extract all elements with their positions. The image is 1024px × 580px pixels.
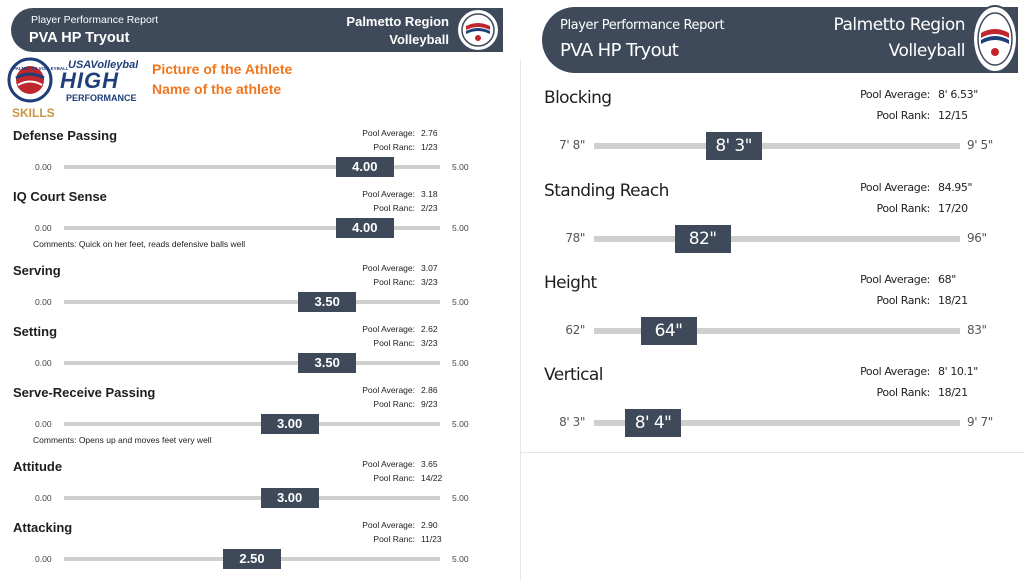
measurables-banner — [542, 7, 1018, 73]
pool-rank-value: 17/20 — [938, 202, 968, 215]
report-subtitle: Player Performance Report — [560, 18, 725, 33]
pool-rank-value: 12/15 — [938, 109, 968, 122]
pool-rank-label: Pool Ranc: — [373, 534, 415, 544]
scale-max: 9' 7" — [967, 415, 993, 429]
pool-rank-label: Pool Ranc: — [373, 203, 415, 213]
pool-average-label: Pool Average: — [860, 88, 930, 101]
scale-max: 5.00 — [452, 554, 469, 564]
svg-text:USAVolleyball: USAVolleyball — [68, 59, 138, 71]
page-divider — [520, 60, 521, 580]
skill-name: Serve-Receive Passing — [13, 385, 156, 400]
score-track — [64, 422, 440, 426]
pool-average-value: 3.65 — [421, 459, 438, 469]
scale-min: 0.00 — [35, 493, 52, 503]
score-marker: 82" — [675, 225, 731, 253]
pool-average-value: 8' 10.1" — [938, 365, 978, 378]
pool-rank-value: 3/23 — [421, 338, 438, 348]
pool-average-value: 3.07 — [421, 263, 438, 273]
sport-name: Volleyball — [389, 32, 449, 47]
scale-max: 5.00 — [452, 493, 469, 503]
skill-name: Serving — [13, 263, 61, 278]
measurable-name: Blocking — [544, 88, 612, 108]
report-title: PVA HP Tryout — [560, 40, 679, 61]
pool-rank-value: 2/23 — [421, 203, 438, 213]
scale-max: 5.00 — [452, 358, 469, 368]
pool-average-label: Pool Average: — [362, 459, 415, 469]
pool-average-value: 2.62 — [421, 324, 438, 334]
skill-comment: Comments: Opens up and moves feet very well — [33, 435, 212, 445]
pool-rank-value: 18/21 — [938, 294, 968, 307]
scale-max: 83" — [967, 323, 987, 337]
scale-min: 62" — [565, 323, 585, 337]
scale-min: 0.00 — [35, 223, 52, 233]
pool-average-value: 8' 6.53" — [938, 88, 978, 101]
pool-average-label: Pool Average: — [362, 385, 415, 395]
scale-min: 8' 3" — [559, 415, 585, 429]
pool-average-value: 2.90 — [421, 520, 438, 530]
pool-average-value: 84.95" — [938, 181, 973, 194]
skills-section-title: SKILLS — [12, 106, 55, 120]
score-marker: 4.00 — [336, 157, 394, 177]
scale-max: 5.00 — [452, 223, 469, 233]
athlete-name-placeholder: Name of the athlete — [152, 81, 282, 97]
scale-min: 0.00 — [35, 358, 52, 368]
skill-name: IQ Court Sense — [13, 189, 107, 204]
scale-max: 5.00 — [452, 297, 469, 307]
pool-average-label: Pool Average: — [362, 324, 415, 334]
pool-average-label: Pool Average: — [860, 365, 930, 378]
pool-average-value: 2.86 — [421, 385, 438, 395]
score-track — [64, 361, 440, 365]
score-marker: 8' 4" — [625, 409, 681, 437]
score-track — [64, 496, 440, 500]
sport-name: Volleyball — [888, 41, 965, 61]
report-banner — [11, 8, 503, 52]
athlete-picture-placeholder: Picture of the Athlete — [152, 61, 293, 77]
pool-average-value: 3.18 — [421, 189, 438, 199]
region-name: Palmetto Region — [346, 14, 449, 29]
scale-min: 78" — [565, 231, 585, 245]
scale-min: 0.00 — [35, 419, 52, 429]
scale-min: 0.00 — [35, 297, 52, 307]
pool-average-label: Pool Average: — [362, 520, 415, 530]
pool-rank-label: Pool Rank: — [876, 386, 930, 399]
region-seal-icon — [972, 5, 1018, 73]
region-name: Palmetto Region — [833, 15, 965, 35]
skill-name: Attitude — [13, 459, 63, 474]
pool-rank-label: Pool Ranc: — [373, 277, 415, 287]
skill-name: Setting — [13, 324, 58, 339]
pool-average-value: 2.76 — [421, 128, 438, 138]
score-track — [594, 236, 960, 242]
score-track — [64, 300, 440, 304]
skill-name: Attacking — [13, 520, 73, 535]
pool-average-label: Pool Average: — [362, 189, 415, 199]
score-marker: 64" — [641, 317, 697, 345]
pool-average-value: 68" — [938, 273, 956, 286]
pool-rank-label: Pool Rank: — [876, 294, 930, 307]
measurable-name: Height — [544, 273, 597, 293]
section-rule — [521, 452, 1024, 453]
score-marker: 4.00 — [336, 218, 394, 238]
pool-rank-value: 1/23 — [421, 142, 438, 152]
pool-average-label: Pool Average: — [860, 181, 930, 194]
pool-average-label: Pool Average: — [860, 273, 930, 286]
scale-min: 7' 8" — [559, 138, 585, 152]
scale-max: 9' 5" — [967, 138, 993, 152]
report-subtitle: Player Performance Report — [31, 14, 159, 26]
pool-rank-value: 14/22 — [421, 473, 443, 483]
report-title: PVA HP Tryout — [29, 30, 130, 46]
score-track — [594, 143, 960, 149]
pool-rank-label: Pool Ranc: — [373, 338, 415, 348]
pool-rank-value: 11/23 — [421, 534, 442, 544]
measurable-name: Standing Reach — [544, 181, 669, 201]
measurable-name: Vertical — [544, 365, 603, 385]
skill-comment: Comments: Quick on her feet, reads defensive balls well — [33, 239, 246, 249]
svg-text:PERFORMANCE: PERFORMANCE — [66, 93, 137, 103]
pool-rank-value: 3/23 — [421, 277, 438, 287]
skill-name: Defense Passing — [13, 128, 118, 143]
score-marker: 3.50 — [298, 353, 356, 373]
scale-min: 0.00 — [35, 554, 52, 564]
scale-min: 0.00 — [35, 162, 52, 172]
score-marker: 3.00 — [261, 414, 319, 434]
score-marker: 3.00 — [261, 488, 319, 508]
pool-rank-label: Pool Rank: — [876, 109, 930, 122]
svg-text:PALMETTO VOLLEYBALL: PALMETTO VOLLEYBALL — [13, 66, 69, 71]
region-seal-icon — [456, 8, 500, 52]
scale-max: 5.00 — [452, 419, 469, 429]
scale-max: 96" — [967, 231, 987, 245]
usa-volleyball-high-performance-logo — [6, 56, 138, 104]
score-marker: 8' 3" — [706, 132, 762, 160]
pool-rank-value: 9/23 — [421, 399, 438, 409]
pool-average-label: Pool Average: — [362, 128, 415, 138]
pool-rank-value: 18/21 — [938, 386, 968, 399]
score-marker: 2.50 — [223, 549, 281, 569]
scale-max: 5.00 — [452, 162, 469, 172]
svg-text:HIGH: HIGH — [60, 68, 119, 93]
pool-rank-label: Pool Ranc: — [373, 473, 415, 483]
score-marker: 3.50 — [298, 292, 356, 312]
pool-rank-label: Pool Ranc: — [373, 142, 415, 152]
pool-average-label: Pool Average: — [362, 263, 415, 273]
pool-rank-label: Pool Rank: — [876, 202, 930, 215]
pool-rank-label: Pool Ranc: — [373, 399, 415, 409]
